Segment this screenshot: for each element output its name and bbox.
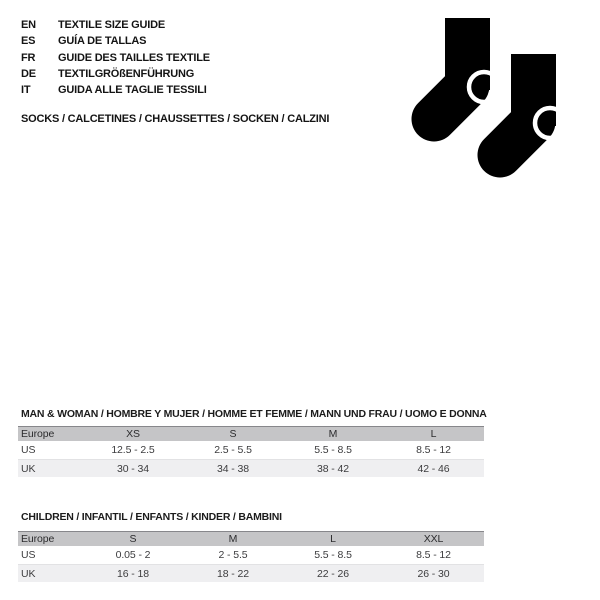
row-label: US <box>21 549 36 561</box>
language-title: GUIDE DES TAILLES TEXTILE <box>58 51 210 64</box>
size-table-children <box>18 531 484 582</box>
language-row-fr <box>21 50 210 66</box>
column-header: L <box>430 428 437 440</box>
cell: 2 - 5.5 <box>218 549 248 561</box>
cell: 26 - 30 <box>417 567 450 580</box>
language-row-en <box>21 17 210 33</box>
language-code: EN <box>21 19 36 32</box>
language-title: TEXTILGRÖßENFÜHRUNG <box>58 68 195 81</box>
table-title-adults: MAN & WOMAN / HOMBRE Y MUJER / HOMME ET FEMME / MANN UND FRAU / UOMO E DONNA <box>21 408 487 420</box>
row-label: UK <box>21 567 36 580</box>
language-title: GUIDA ALLE TAGLIE TESSILI <box>58 84 207 97</box>
language-row-de <box>21 66 210 82</box>
cell: 22 - 26 <box>317 567 349 580</box>
language-code: ES <box>21 35 36 48</box>
column-header: XS <box>126 428 140 440</box>
language-code: FR <box>21 51 36 64</box>
language-title: TEXTILE SIZE GUIDE <box>58 19 166 32</box>
cell: 0.05 - 2 <box>115 549 151 561</box>
column-header: M <box>228 533 238 545</box>
column-header: S <box>229 428 237 440</box>
cell: 18 - 22 <box>217 567 249 580</box>
cell: 8.5 - 12 <box>416 444 451 456</box>
row-label: UK <box>21 462 36 475</box>
column-header: Europe <box>21 428 55 440</box>
cell: 34 - 38 <box>217 462 249 475</box>
sock-right <box>500 54 565 155</box>
cell: 12.5 - 2.5 <box>111 444 155 456</box>
table-header-row <box>18 426 484 441</box>
cell: 2.5 - 5.5 <box>214 444 252 456</box>
language-code: IT <box>21 84 31 97</box>
column-header: L <box>330 533 336 545</box>
column-header: XXL <box>423 533 444 545</box>
cell: 5.5 - 8.5 <box>314 549 352 561</box>
column-header: S <box>129 533 137 545</box>
socks-icon <box>390 0 590 200</box>
cell: 42 - 46 <box>417 462 450 475</box>
size-table-adults <box>18 426 484 477</box>
table-row-us <box>18 546 484 564</box>
language-row-it <box>21 82 210 98</box>
table-row-us <box>18 441 484 459</box>
table-title-children: CHILDREN / INFANTIL / ENFANTS / KINDER / BAMBINI <box>21 511 282 523</box>
cell: 30 - 34 <box>117 462 149 475</box>
table-row-uk <box>18 564 484 582</box>
category-line: SOCKS / CALCETINES / CHAUSSETTES / SOCKEN / CALZINI <box>21 113 330 125</box>
cell: 38 - 42 <box>317 462 349 475</box>
language-row-es <box>21 33 210 49</box>
cell: 5.5 - 8.5 <box>314 444 352 456</box>
table-row-uk <box>18 459 484 477</box>
language-code: DE <box>21 68 36 81</box>
language-title: GUÍA DE TALLAS <box>58 35 147 48</box>
column-header: M <box>328 428 338 440</box>
cell: 8.5 - 12 <box>416 549 451 561</box>
table-header-row <box>18 531 484 546</box>
sock-left <box>434 18 499 119</box>
row-label: US <box>21 444 36 456</box>
cell: 16 - 18 <box>117 567 149 580</box>
column-header: Europe <box>21 533 55 545</box>
language-legend <box>21 17 210 98</box>
